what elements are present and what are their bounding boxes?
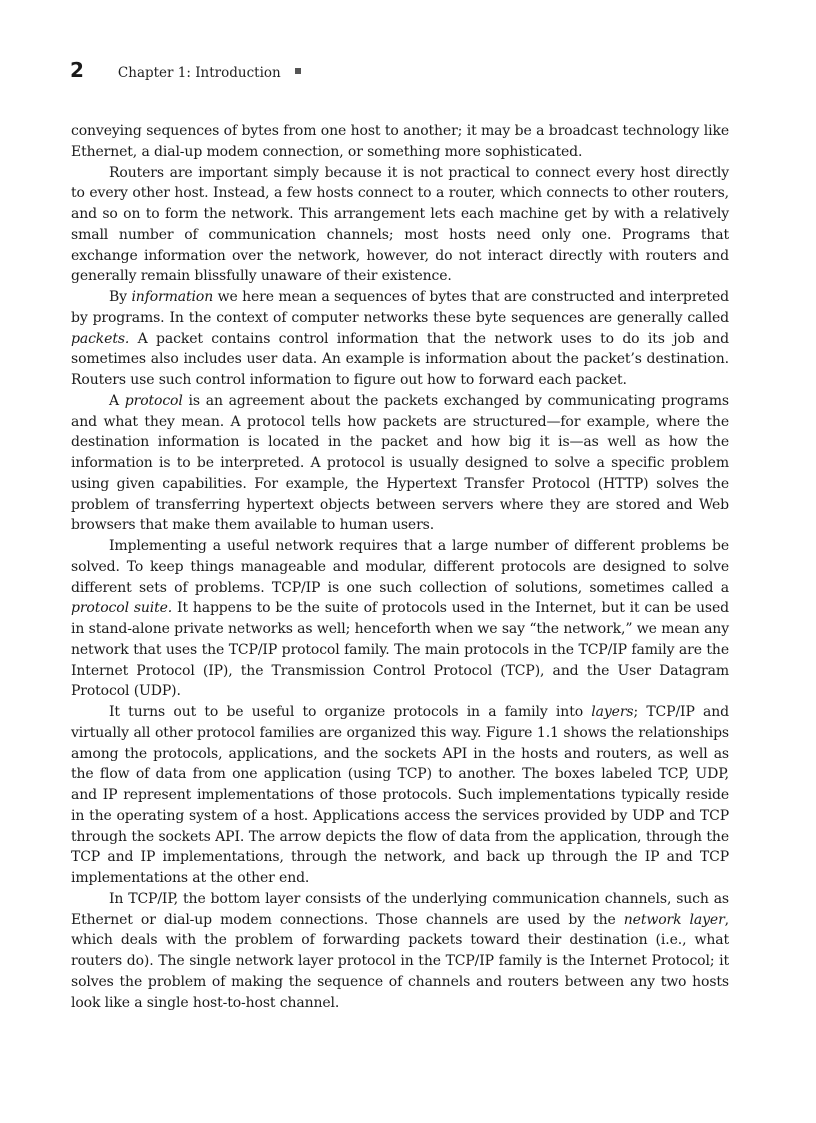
text-run: A — [109, 392, 125, 409]
paragraph — [71, 889, 729, 1014]
text-run: It turns out to be useful to organize protocols in a family into — [109, 704, 592, 720]
text-run: is an agreement about the packets exchanged by communicating programs and what they mean. A protocol tells how packets are structured—for example, where the destination information is located in the packet and how big it is—as well as how the information is to be interpreted. A protocol is usually designed to solve a specific problem using given capabilities. For example, the Hypertext Transfer Protocol (HTTP) solves the problem of transferring hypertext objects between servers where they are stored and Web browsers that make them available to human users. — [71, 392, 729, 534]
text-run: By — [109, 289, 132, 305]
italic-term: packets. — [71, 330, 130, 347]
text-run: conveying sequences of bytes from one host to another; it may be a broadcast technology like Ethernet, a dial-up modem connection, or something more sophisticated. — [71, 123, 729, 160]
paragraph — [71, 702, 729, 889]
paragraph — [71, 536, 729, 702]
italic-term: information — [131, 289, 214, 305]
text-run: ; TCP/IP and virtually all other protocol families are organized this way. Figure 1.1 shows the relationships among the protocols, applications, and the sockets API in the hosts and routers, as well as the flow of data from one application (using TCP) to another. The boxes labeled TCP, UDP, and IP represent implementations of those protocols. Such implementations typically reside in the operating system of a host. Applications access the services provided by UDP and TCP through the sockets API. The arrow depicts the flow of data from the application, through the TCP and IP implementations, through the network, and back up through the IP and TCP implementations at the other end. — [71, 704, 729, 886]
text-run: A packet contains control information that the network uses to do its job and sometimes also includes user data. An example is information about the packet’s destination. Routers use such control information to figure out how to forward each packet. — [71, 330, 729, 388]
paragraph — [71, 121, 729, 163]
body-text — [71, 121, 729, 1013]
text-run: It happens to be the suite of protocols used in the Internet, but it can be used in stand-alone private networks as well; henceforth when we say “the network,” we mean any network that uses the TCP/IP protocol family. The main protocols in the TCP/IP family are the Internet Protocol (IP), the Transmission Control Protocol (TCP), and the User Datagram Protocol (UDP). — [71, 600, 729, 700]
text-run: Implementing a useful network requires that a large number of different problems be solved. To keep things manageable and modular, different protocols are designed to solve different sets of problems. TCP/IP is one such collection of solutions, sometimes called a — [71, 538, 729, 596]
text-run: In TCP/IP, the bottom layer consists of the underlying communication channels, such as Ethernet or dial-up modem connections. Those channels are used by the — [71, 890, 729, 928]
page-header — [70, 58, 730, 86]
paragraph — [71, 391, 729, 536]
italic-term: network layer — [623, 911, 725, 928]
paragraph — [71, 287, 729, 391]
running-head: Chapter 1: Introduction — [117, 65, 281, 81]
text-run: Routers are important simply because it is not practical to connect every host directly to every other host. Instead, a few hosts connect to a router, which connects to other routers, and so on to form the network. This arrangement lets each machine get by with a relatively small number of communication channels; most hosts need only one. Programs that exchange information over the network, however, do not interact directly with routers and generally remain blissfully unaware of their existence. — [71, 164, 729, 285]
paragraph — [71, 163, 729, 288]
square-bullet-icon — [295, 68, 301, 74]
page-number: 2 — [70, 58, 84, 82]
italic-term: protocol suite. — [71, 600, 173, 617]
text-run: we here mean a sequences of bytes that are constructed and interpreted by programs. In the context of computer networks these byte sequences are generally called — [71, 289, 729, 326]
italic-term: protocol — [124, 392, 183, 409]
text-run: , which deals with the problem of forwarding packets toward their destination (i.e., what routers do). The single network layer protocol in the TCP/IP family is the Internet Protocol; it solves the problem of making the sequence of channels and routers between any two hosts look like a single host-to-host channel. — [71, 911, 729, 1011]
italic-term: layers — [591, 704, 634, 720]
